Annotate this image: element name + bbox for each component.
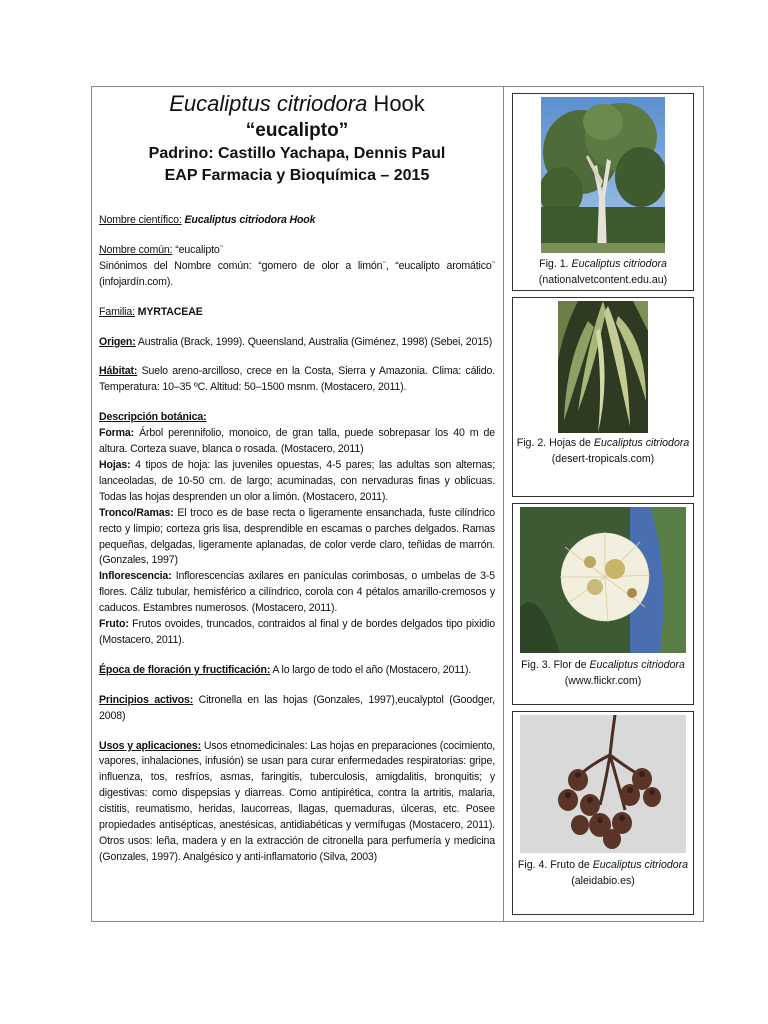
flowering-label: Época de floración y fructificación: (99, 663, 271, 676)
column-divider (503, 87, 504, 921)
fruto-label: Fruto: (99, 618, 129, 631)
figure-4 (512, 711, 694, 915)
figures-column (512, 93, 694, 915)
figure-1-caption-species: Eucaliptus citriodora (571, 258, 667, 270)
leaves-photo (558, 301, 648, 433)
forma-text: Árbol perennifolio, monoico, de gran talla, puede sobrepasar los 40 m de altura. Corteza suave, blanca o rosada. (Mostacero, 2011) (99, 427, 495, 456)
figure-4-caption (513, 857, 693, 873)
section-scientific (99, 213, 495, 229)
figure-2 (512, 297, 694, 497)
figure-4-caption-prefix: Fig. 4. Fruto de (517, 859, 593, 871)
figure-2-caption (513, 435, 693, 451)
fruit-photo (520, 715, 686, 853)
fruto-text: Frutos ovoides, truncados, contraidos al final y de bordes delgados tipo pixidio (Mostacero, 2011). (99, 618, 495, 646)
common-label: Nombre común: (99, 243, 173, 256)
figure-1 (512, 93, 694, 291)
figure-3-caption-species: Eucaliptus citriodora (589, 659, 685, 671)
common-name-heading: “eucalipto” (245, 120, 349, 141)
figure-3-caption (513, 657, 693, 673)
tronco-text: El troco es de base recta o ligeramente ensanchada, fuste cilíndrico recto y limpio; corteza gris lisa, desprendible en escamas o parches delgados. Ramas pequeñas, delgadas, ligeramente aplanadas, de color verde claro, teñidas de marrón. (Gonzales, 1997) (99, 506, 495, 567)
figure-3-source: (www.flickr.com) (564, 675, 642, 687)
section-active (99, 693, 495, 725)
figure-4-caption-species: Eucaliptus citriodora (592, 859, 689, 871)
uses-value: Usos etnomedicinales: Las hojas en preparaciones (cocimiento, vapores, inhalaciones, infusión) se usan para curar enfermedades respiratorias: gripe, influenza, tos, resfríos, asmas, faringitis, tuberculosis, amigdalitis, bronquitis; y digestivas: como dispepsias y diarreas. Como antipirética, contra la artritis, malaria, cistitis, reumatismo, heridas, laucorreas, llagas, quemaduras, úlceras, etc. Posee propiedades antisépticas, anestésicas, antidiabéticas y vermífugas (Mostacero, 2011). Otros usos: leña, madera y en la extracción de citronella para perfumería y medicina (Gonzales, 1997). Analgésico y anti-inflamatorio (Silva, 2003) (99, 739, 496, 863)
school-line: EAP Farmacia y Bioquímica – 2015 (164, 167, 430, 184)
active-label: Principios activos: (99, 693, 194, 706)
inflorescencia-label: Inflorescencia: (99, 570, 172, 583)
page-title (99, 91, 495, 117)
flowering-value: A lo largo de todo el año (Mostacero, 2011). (270, 663, 472, 676)
scientific-value: Eucaliptus citriodora Hook (184, 214, 316, 226)
flower-photo (520, 507, 686, 653)
common-value: “eucalipto¨ (172, 243, 224, 256)
family-label: Familia: (99, 305, 135, 318)
origin-value: Australia (Brack, 1999). Queensland, Australia (Giménez, 1998) (Sebei, 2015) (135, 335, 493, 348)
sponsor-line: Padrino: Castillo Yachapa, Dennis Paul (148, 145, 446, 162)
figure-4-source: (aleidabio.es) (571, 875, 635, 887)
origin-label: Origen: (99, 335, 136, 348)
title-species: Eucaliptus citriodora (169, 91, 368, 116)
habitat-label: Hábitat: (99, 365, 138, 378)
figure-1-caption-prefix: Fig. 1. (539, 258, 572, 270)
hojas-label: Hojas: (99, 458, 131, 471)
habitat-value: Suelo areno-arcilloso, crece en la Costa, Sierra y Amazonia. Clima: cálido. Temperatura: 10–35 ºC. Altitud: 50–1500 msnm. (Mostacero, 2011). (99, 365, 495, 394)
botanical-label: Descripción botánica: (99, 411, 207, 424)
section-habitat (99, 364, 495, 396)
tree-photo (541, 97, 665, 253)
section-uses (99, 739, 495, 866)
section-botanical (99, 410, 495, 649)
text-column (99, 87, 495, 866)
figure-3-caption-prefix: Fig. 3. Flor de (521, 659, 590, 671)
figure-2-caption-prefix: Fig. 2. Hojas de (516, 437, 594, 449)
section-flowering (99, 663, 495, 679)
forma-label: Forma: (99, 427, 135, 440)
title-author: Hook (367, 91, 425, 116)
document-frame (91, 86, 704, 922)
hojas-text: 4 tipos de hoja: las juveniles opuestas, 4-5 pares; las adultas son alternas; lanceoladas, de 10-50 cm. de largo; acuminadas, con nervaduras finas y oblicuas. Todas las hojas desprenden un olor a limón. (Mostacero, 2011). (99, 458, 495, 503)
figure-1-caption (513, 256, 693, 272)
active-value: Citronella en las hojas (Gonzales, 1997),eucalyptol (Goodger, 2008) (99, 693, 495, 722)
figure-1-source: (nationalvetcontent.edu.au) (538, 274, 668, 286)
section-common (99, 243, 495, 291)
figure-2-caption-species: Eucaliptus citriodora (593, 437, 690, 449)
section-family (99, 305, 495, 321)
section-origin (99, 335, 495, 351)
synonyms-text: Sinónimos del Nombre común: “gomero de olor a limón¨, “eucalipto aromático¨ (infojardín.com). (99, 259, 495, 288)
inflorescencia-text: Inflorescencias axilares en panículas corimbosas, o umbelas de 3-5 flores. Cáliz tubular, hemisférico a cilíndrico, corola con 4 pétalos amarillo-cremosos y caducos. Estambres numerosos. (Mostacero, 2011). (99, 570, 495, 615)
scientific-label: Nombre científico: (99, 214, 182, 226)
figure-3 (512, 503, 694, 705)
tronco-label: Tronco/Ramas: (99, 506, 174, 519)
family-value: MYRTACEAE (134, 305, 203, 318)
uses-label: Usos y aplicaciones: (99, 739, 201, 752)
figure-2-source: (desert-tropicals.com) (551, 453, 655, 465)
